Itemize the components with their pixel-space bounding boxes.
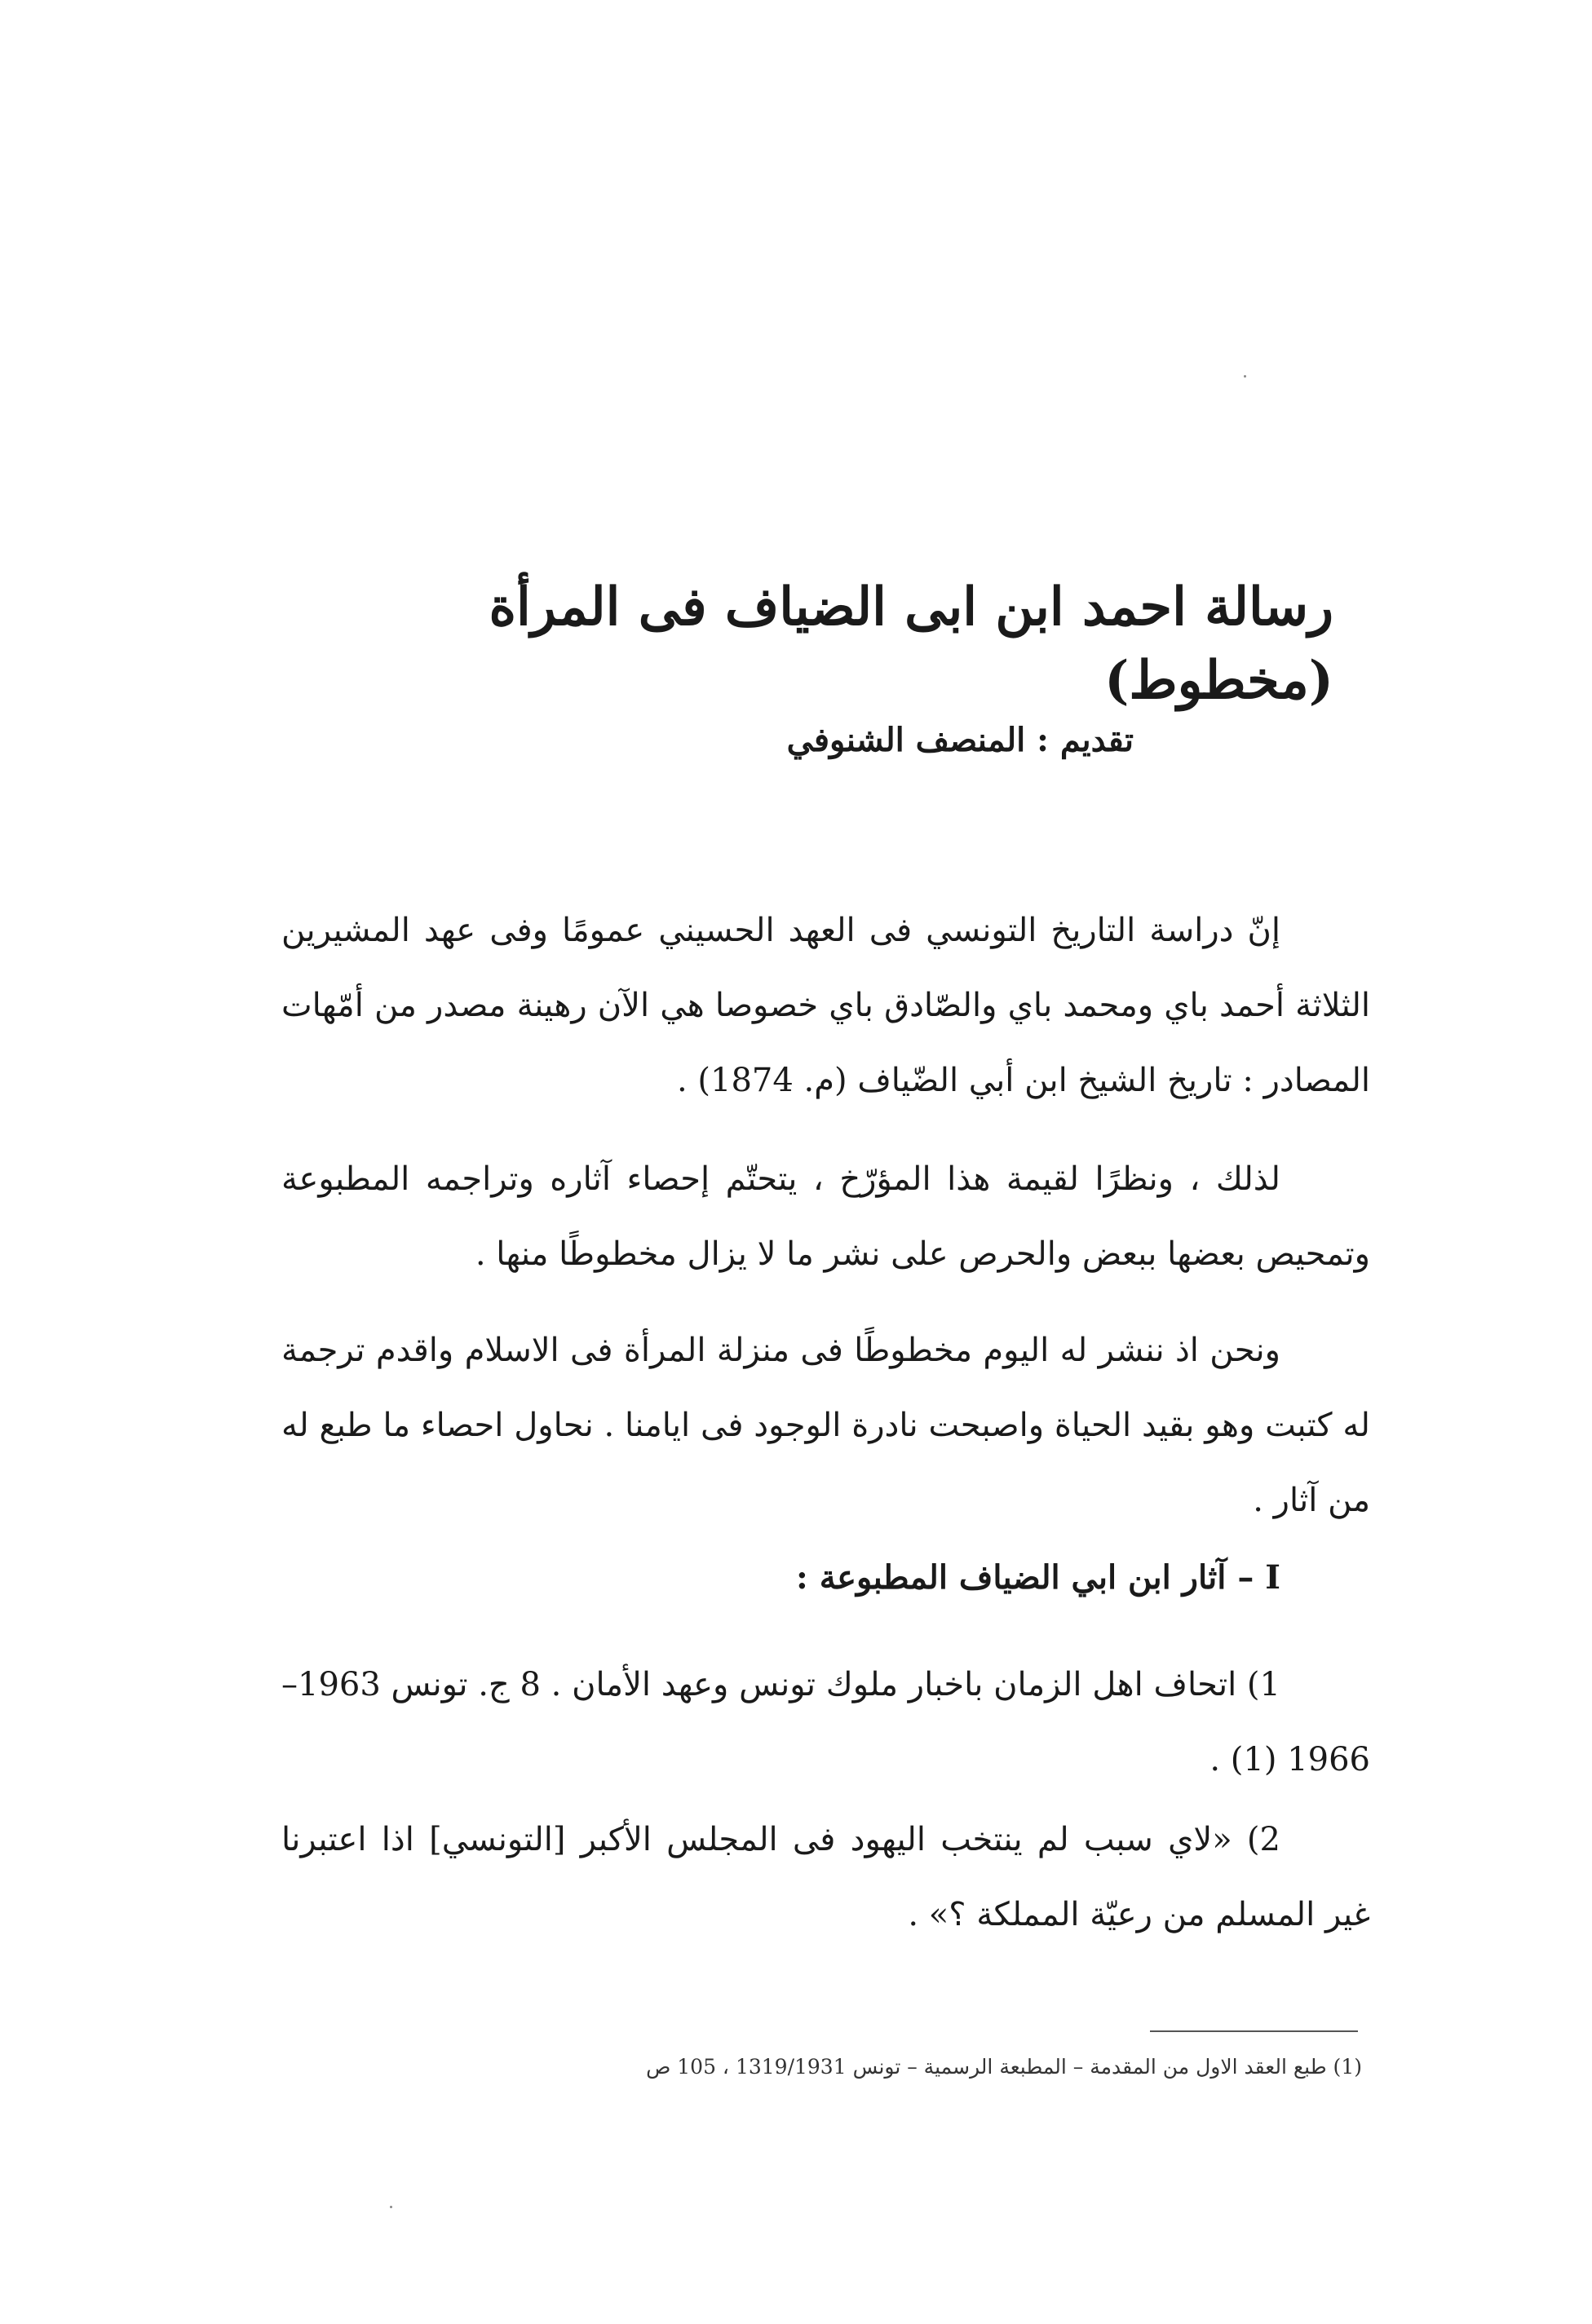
scan-speck — [390, 2206, 392, 2208]
scan-speck — [1244, 375, 1246, 378]
section-heading: I – آثار ابن ابي الضياف المطبوعة : — [796, 1558, 1280, 1597]
list-item-2: 2) «لاي سبب لم ينتخب اليهود فى المجلس الأكبر [التونسي] اذا اعتبرنا غير المسلم من رعيّة المملكة ؟» . — [281, 1821, 1370, 1933]
footnote: (1) طبع العقد الاول من المقدمة – المطبعة الرسمية – تونس 1319/1931 ، 105 ص — [646, 2055, 1362, 2079]
paragraph-1: إنّ دراسة التاريخ التونسي فى العهد الحسيني عمومًا وفى عهد المشيرين الثلاثة أحمد باي ومحمد باي والصّادق باي خصوصا هي الآن رهينة مصدر من أمّهات المصادر : تاريخ الشيخ ابن أبي الضّياف (م. 1874) . — [281, 912, 1370, 1099]
paragraph-3: ونحن اذ ننشر له اليوم مخطوطًا فى منزلة المرأة فى الاسلام واقدم ترجمة له كتبت وهو بقيد الحياة واصبحت نادرة الوجود فى ايامنا . نحاول احصاء ما طبع له من آثار . — [281, 1332, 1370, 1519]
article-title: رسالة احمد ابن ابى الضياف فى المرأة (مخطوط) — [489, 577, 1333, 711]
byline: تقديم : المنصف الشنوفي — [786, 721, 1134, 759]
footnote-divider — [1150, 2030, 1358, 2032]
paragraph-2: لذلك ، ونظرًا لقيمة هذا المؤرّخ ، يتحتّم إحصاء آثاره وتراجمه المطبوعة وتمحيص بعضها ببعض والحرص على نشر ما لا يزال مخطوطًا منها . — [281, 1160, 1370, 1273]
list-item-1: 1) اتحاف اهل الزمان باخبار ملوك تونس وعهد الأمان . 8 ج. تونس 1963–1966 (1) . — [281, 1666, 1370, 1778]
